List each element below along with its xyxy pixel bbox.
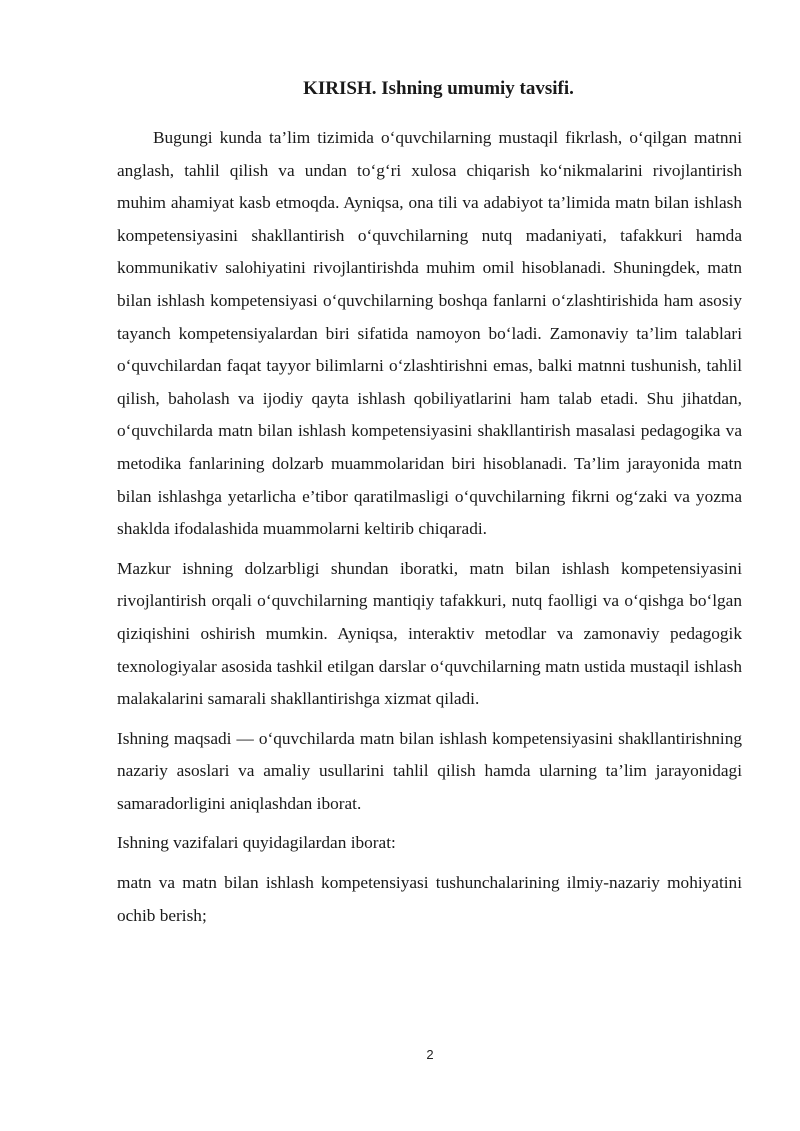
document-page [117,72,742,939]
paragraph-tasks-heading: Ishning vazifalari quyidagilardan iborat: [117,833,396,853]
paragraph-intro: Bugungi kunda ta’lim tizimida o‘quvchilarning mustaqil fikrlash, o‘qilgan matnni anglash, tahlil qilish va undan to‘g‘ri xulosa chiqarish ko‘nikmalarini rivojlantirish muhim ahamiyat kasb etmoqda. Ayniqsa, ona tili va adabiyot ta’limida matn bilan ishlash kompetensiyasini shakllantirish o‘quvchilarning nutq madaniyati, tafakkuri hamda kommunikativ salohiyatini rivojlantirishda muhim omil hisoblanadi. Shuningdek, matn bilan ishlash kompetensiyasi o‘quvchilarning boshqa fanlarni o‘zlashtirishida ham asosiy tayanch kompetensiyalardan biri sifatida namoyon bo‘ladi. Zamonaviy ta’lim talablari o‘quvchilardan faqat tayyor bilimlarni o‘zlashtirishni emas, balki matnni tushunish, tahlil qilish, baholash va ijodiy qayta ishlash qobiliyatlarini ham talab etadi. Shu jihatdan, o‘quvchilarda matn bilan ishlash kompetensiyasini shakllantirish masalasi pedagogika va metodika fanlarining dolzarb muammolaridan biri hisoblanadi. Ta’lim jarayonida matn bilan ishlashga yetarlicha e’tibor qaratilmasligi o‘quvchilarning fikrni og‘zaki va yozma shaklda ifodalashida muammolarni keltirib chiqaradi. [117,128,742,539]
page-title: KIRISH. Ishning umumiy tavsifi. [303,78,574,99]
page-number: 2 [426,1047,434,1062]
paragraph-goal: Ishning maqsadi — o‘quvchilarda matn bilan ishlash kompetensiyasini shakllantirishning nazariy asoslari va amaliy usullarini tahlil qilish hamda ularning ta’lim jarayonidagi samaradorligini aniqlashdan iborat. [117,728,742,813]
paragraph-relevance: Mazkur ishning dolzarbligi shundan iboratki, matn bilan ishlash kompetensiyasini rivojlantirish orqali o‘quvchilarning mantiqiy tafakkuri, nutq faolligi va o‘qishga bo‘lgan qiziqishini oshirish mumkin. Ayniqsa, interaktiv metodlar va zamonaviy pedagogik texnologiyalar asosida tashkil etilgan darslar o‘quvchilarning matn ustida mustaqil ishlash malakalarini samarali shakllantirishga xizmat qiladi. [117,558,742,709]
paragraph-task-item: matn va matn bilan ishlash kompetensiyasi tushunchalarining ilmiy-nazariy mohiyatini ochib berish; [117,873,742,925]
